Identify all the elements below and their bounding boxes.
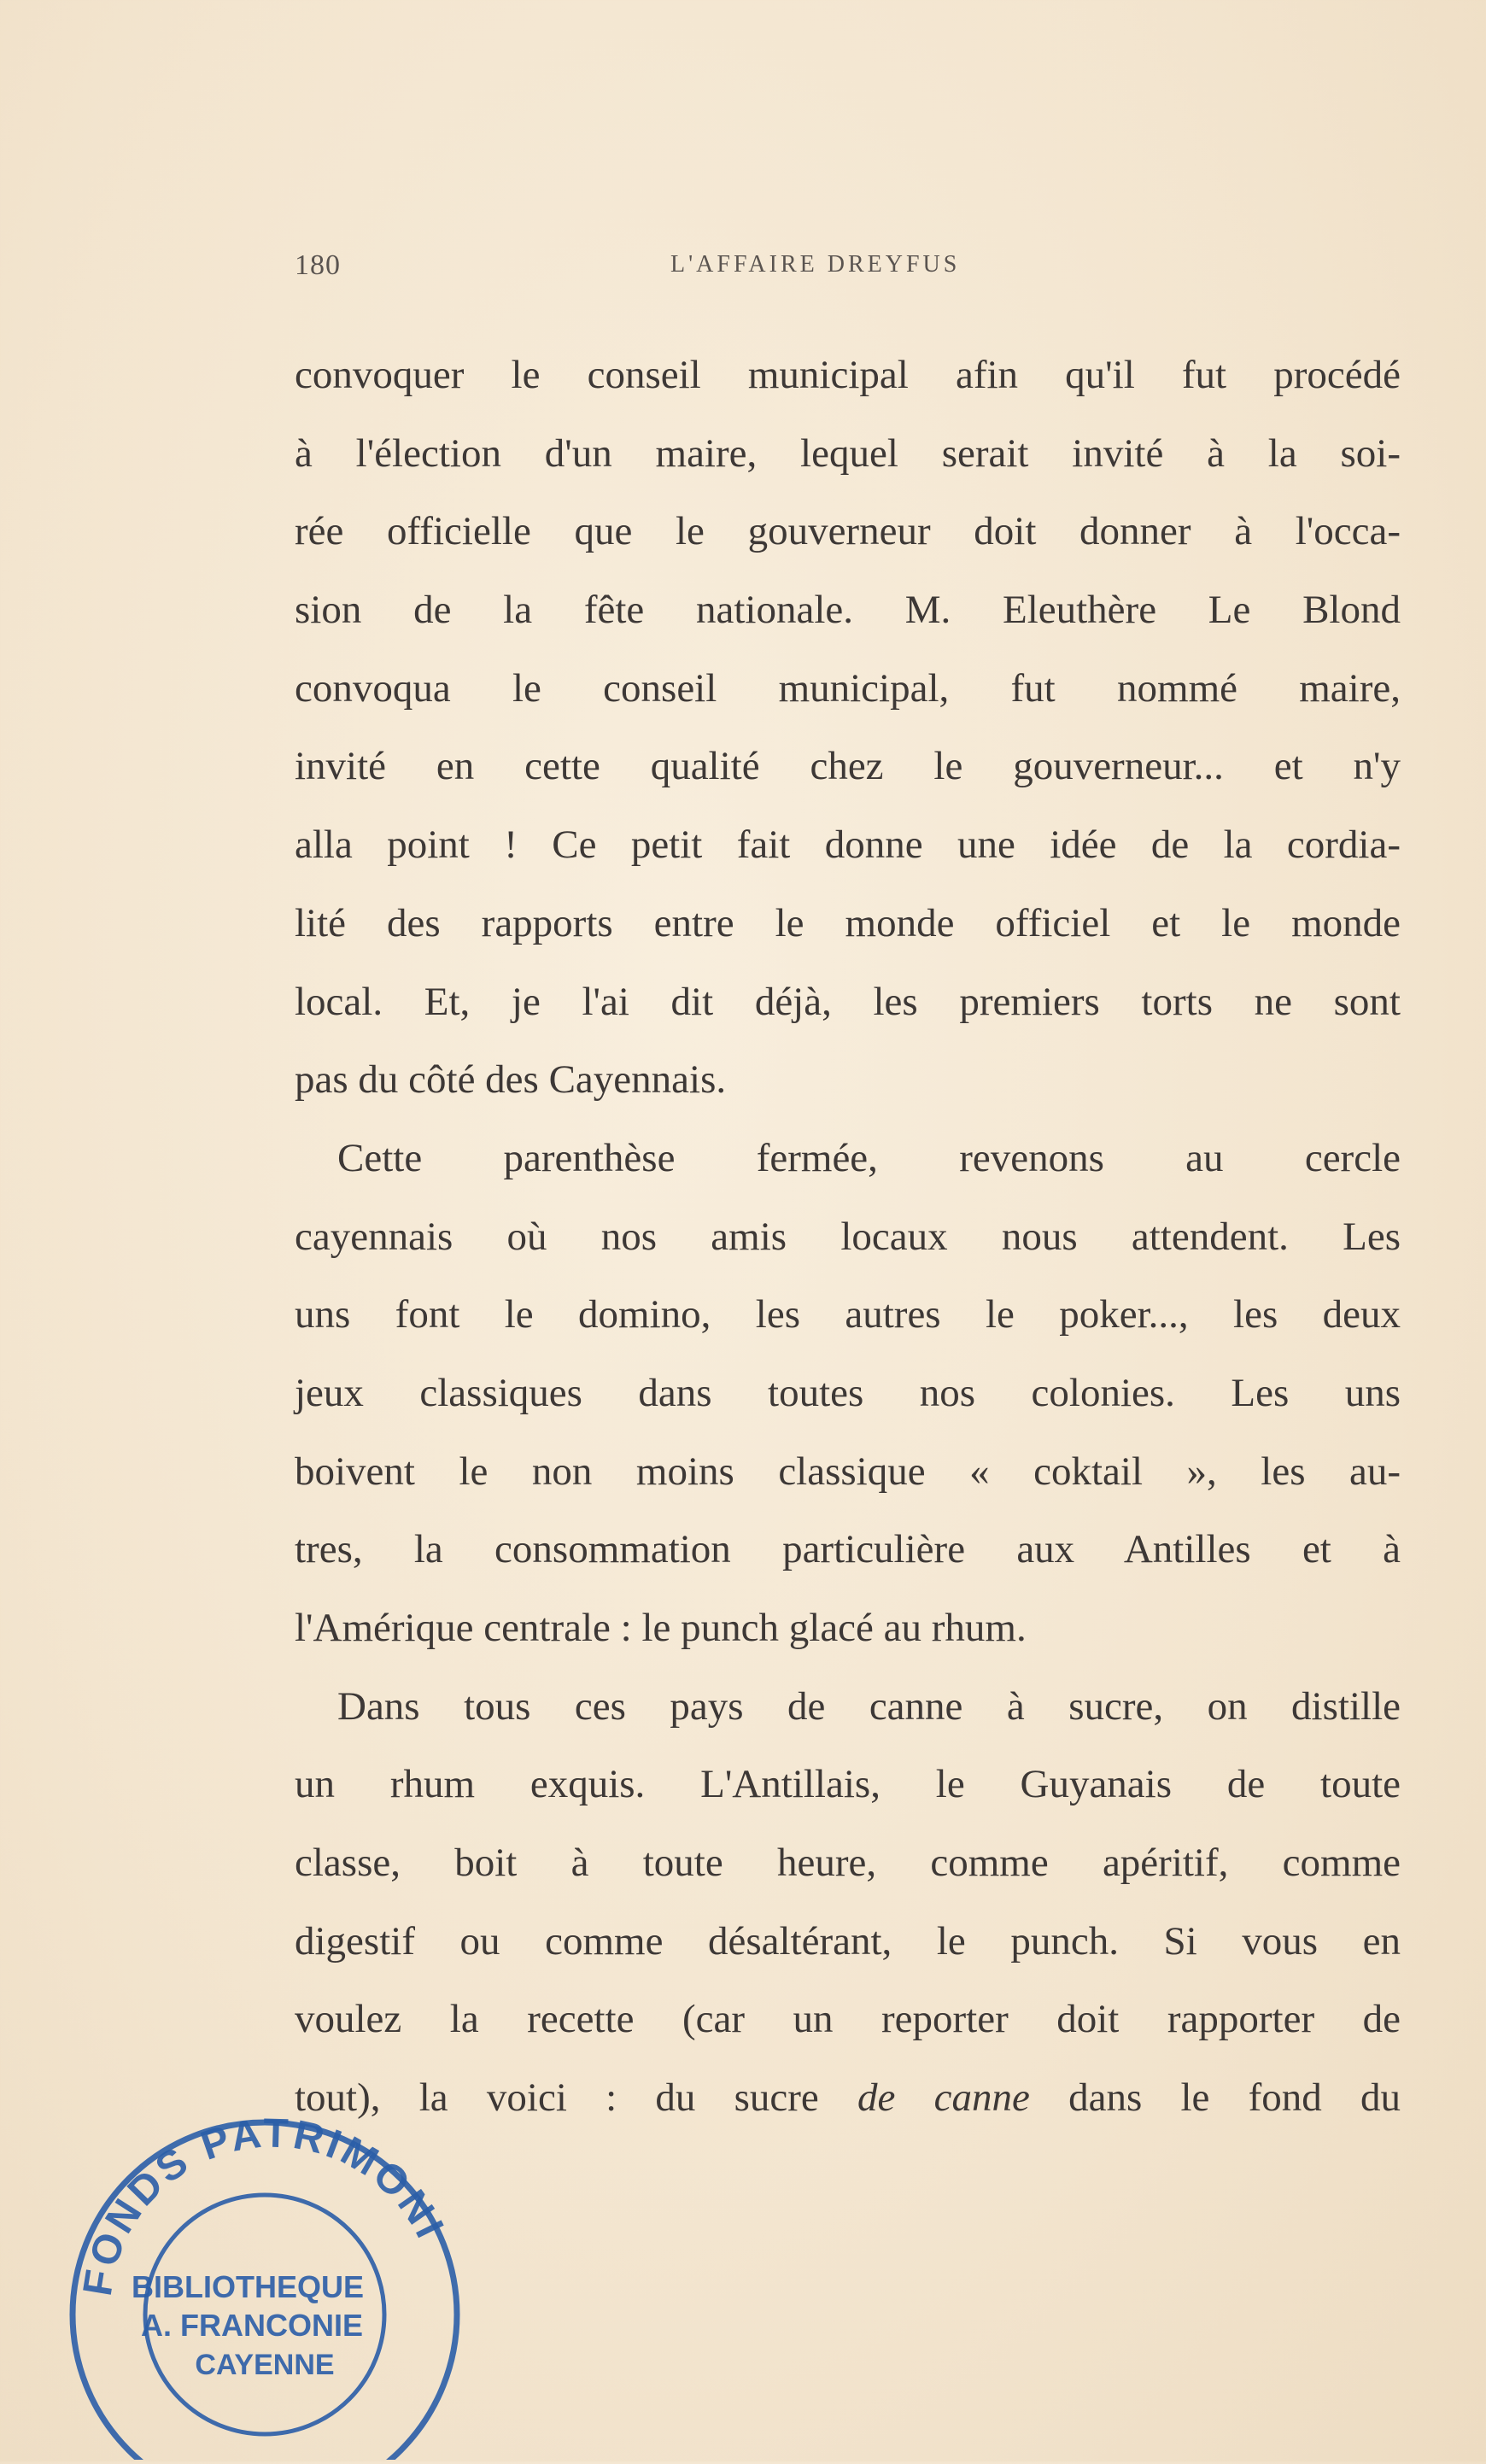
text-line: invité en cette qualité chez le gouverneur... et n'y — [295, 744, 1401, 789]
page-number: 180 — [295, 249, 341, 281]
text-line: voulez la recette (car un reporter doit rapporter de — [295, 1997, 1401, 2042]
stamp-line-2: A. FRANCONIE — [141, 2308, 363, 2343]
text-line: boivent le non moins classique « coktail », les au- — [295, 1449, 1401, 1494]
stamp-arc-text: FONDS PATRIMONI — [74, 2110, 453, 2299]
text-line: local. Et, je l'ai dit déjà, les premiers torts ne sont — [295, 979, 1401, 1024]
text-line: jeux classiques dans toutes nos colonies. Les uns — [295, 1370, 1401, 1415]
text-line: rée officielle que le gouverneur doit donner à l'occa- — [295, 509, 1401, 554]
text-line: lité des rapports entre le monde officiel et le monde — [295, 900, 1401, 945]
text-line: uns font le domino, les autres le poker..., les deux — [295, 1292, 1401, 1337]
text-run: dans le fond du — [1029, 2075, 1401, 2121]
stamp-line-3: CAYENNE — [195, 2349, 335, 2381]
stamp-line-1: BIBLIOTHEQUE — [131, 2269, 365, 2304]
text-line: convoquer le conseil municipal afin qu'il fut procédé — [295, 353, 1401, 397]
library-stamp — [51, 2084, 478, 2460]
text-line: un rhum exquis. L'Antillais, le Guyanais de toute — [295, 1762, 1401, 1807]
text-line: alla point ! Ce petit fait donne une idée de la cordia- — [295, 822, 1401, 868]
text-line-paragraph-start: Dans tous ces pays de canne à sucre, on distille — [337, 1683, 1401, 1729]
italic-run: de canne — [857, 2075, 1030, 2121]
text-run: tout), la voici : du sucre — [295, 2075, 858, 2121]
page-header — [295, 249, 1401, 292]
text-line: à l'élection d'un maire, lequel serait invité à la soi- — [295, 430, 1401, 476]
text-line-paragraph-end: pas du côté des Cayennais. — [295, 1057, 727, 1103]
text-line: convoqua le conseil municipal, fut nommé maire, — [295, 665, 1401, 711]
text-line-paragraph-end: l'Amérique centrale : le punch glacé au rhum. — [295, 1606, 1027, 1650]
text-line: sion de la fête nationale. M. Eleuthère Le Blond — [295, 588, 1401, 633]
text-line: classe, boit à toute heure, comme apéritif, comme — [295, 1841, 1401, 1886]
body-text — [295, 337, 1401, 2138]
text-line: tres, la consommation particulière aux Antilles et à — [295, 1527, 1401, 1572]
running-title: L'AFFAIRE DREYFUS — [670, 251, 961, 278]
text-line: digestif ou comme désaltérant, le punch. Si vous en — [295, 1918, 1401, 1964]
text-line: cayennais où nos amis locaux nous attendent. Les — [295, 1214, 1401, 1259]
text-line-paragraph-start: Cette parenthèse fermée, revenons au cercle — [337, 1135, 1401, 1180]
